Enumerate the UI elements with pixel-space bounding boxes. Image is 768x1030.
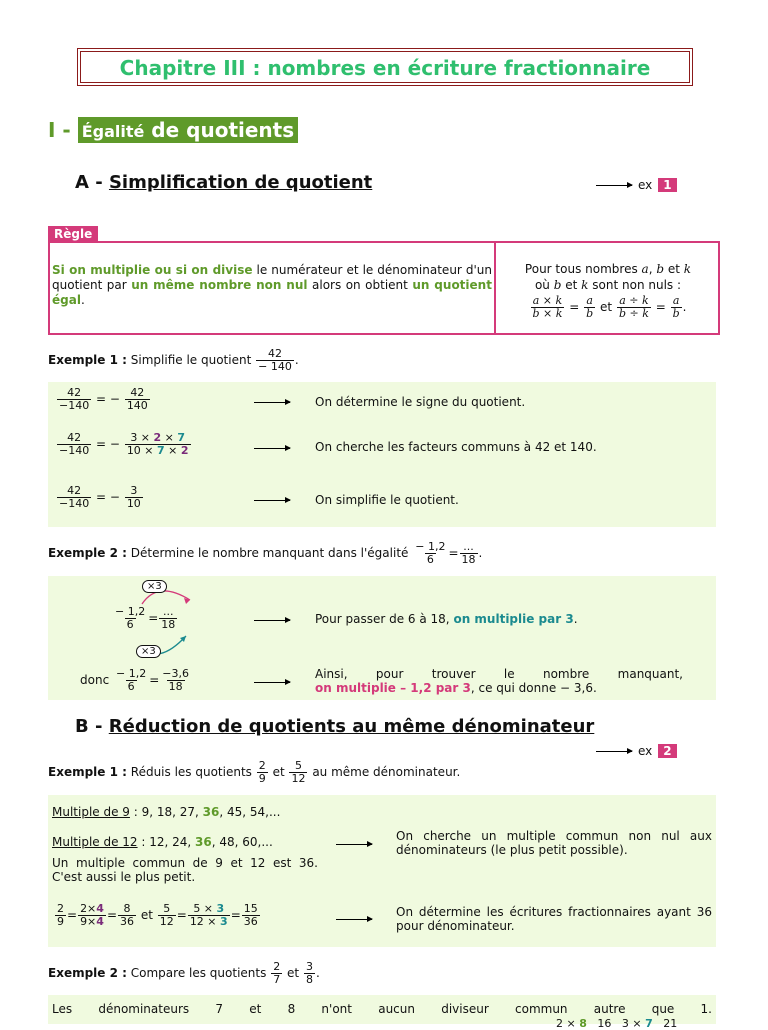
chapter-title-box <box>77 48 693 86</box>
example-2-desc-2: Ainsi, pour trouver le nombre manquant, on multiplie – 1,2 par 3, ce qui donne − 3,6. <box>315 667 683 695</box>
example-2-equation: $\frac{- 1,2}{6}$ = $\frac{...}{18}$ <box>115 605 176 631</box>
multiples-of-12: Multiple de 12 : 12, 24, 36, 48, 60,... <box>52 835 273 849</box>
rule-tag: Règle <box>48 226 98 242</box>
arrow-icon <box>336 919 372 920</box>
exercise-link-2[interactable]: ex 2 <box>596 744 677 758</box>
exercise-link-1[interactable]: ex 1 <box>596 178 677 192</box>
example-2-desc-1: Pour passer de 6 à 18, on multiplie par 3. <box>315 612 578 626</box>
exercise-number: 2 <box>658 744 676 758</box>
example-1-desc-2: On cherche les facteurs communs à 42 et 140. <box>315 440 597 454</box>
example-b1-desc-1: On cherche un multiple commun non nul aux dénominateurs (le plus petit possible). <box>396 829 712 857</box>
exercise-number: 1 <box>658 178 676 192</box>
example-2-statement: Exemple 2 : Détermine le nombre manquant dans l'égalité $\frac{- 1,2}{6}$ = $\frac{...}{18}$ . <box>48 540 483 566</box>
example-2-panel <box>48 576 716 700</box>
rule-formula: Pour tous nombres a, b et k où b et k sont non nuls : $\frac{a \times k}{b \times k}$ = $\frac{a}{b}$ et $\frac{a \div k}{b \div k}$ = $\frac{a}{b}$ . <box>524 262 692 320</box>
arrow-icon <box>254 448 290 449</box>
rule-divider <box>494 243 496 333</box>
subsection-b-heading: B - Réduction de quotients au même dénominateur <box>75 716 595 737</box>
arrow-icon <box>254 500 290 501</box>
multiply-badge-top: ×3 <box>142 580 167 593</box>
example-b1-equation: $\frac{2}{9}$ = $\frac{2\times 4}{9\times 4}$ = $\frac{8}{36}$ et $\frac{5}{12}$ = $\frac{5 \times 3}{12 \times 3}$ = $\frac{15}{36}$ <box>57 902 258 928</box>
subsection-a-heading: A - Simplification de quotient <box>75 172 373 193</box>
example-b2-panel <box>48 995 716 1030</box>
arrow-icon <box>596 185 632 186</box>
example-1-row-3: $\frac{42}{-140}$ = − $\frac{3}{10}$ <box>59 484 141 510</box>
multiply-badge-bottom: ×3 <box>136 645 161 658</box>
arrow-icon <box>596 751 632 752</box>
example-b2-statement: Exemple 2 : Compare les quotients $\frac{2}{7}$ et $\frac{3}{8}$ . <box>48 960 320 986</box>
arrow-icon <box>254 402 290 403</box>
example-b2-line-1: Les dénominateurs 7 et 8 n'ont aucun diviseur commun autre que 1. <box>52 1002 712 1016</box>
example-1-row-1: $\frac{42}{-140}$ = − $\frac{42}{140}$ <box>59 386 148 412</box>
example-1-panel <box>48 382 716 527</box>
arrow-icon <box>254 620 290 621</box>
section-1-heading <box>48 118 298 142</box>
example-b1-statement: Exemple 1 : Réduis les quotients $\frac{2}{9}$ et $\frac{5}{12}$ au même dénominateur. <box>48 759 461 785</box>
example-1-desc-1: On détermine le signe du quotient. <box>315 395 526 409</box>
multiples-of-9: Multiple de 9 : 9, 18, 27, 36, 45, 54,... <box>52 805 281 819</box>
example-1-statement: Exemple 1 : Simplifie le quotient $\frac{42}{- 140}$ . <box>48 347 299 373</box>
example-1-row-2: $\frac{42}{-140}$ = − $\frac{3 \times 2 \times 7}{10 \times 7 \times 2}$ <box>59 431 189 457</box>
section-1-title: Égalité de quotients <box>78 117 298 143</box>
example-b2-tail: 2 × 8 16 3 × 7 21 <box>556 1017 678 1030</box>
subsection-a-title: Simplification de quotient <box>108 172 373 193</box>
common-multiple-text: Un multiple commun de 9 et 12 est 36. C'est aussi le plus petit. <box>52 856 318 884</box>
chapter-title: Chapitre III : nombres en écriture fractionnaire <box>119 56 651 80</box>
subsection-b-title: Réduction de quotients au même dénominateur <box>108 716 595 737</box>
example-1-desc-3: On simplifie le quotient. <box>315 493 459 507</box>
rule-box <box>48 241 720 335</box>
arrow-icon <box>336 844 372 845</box>
rule-statement: Si on multiplie ou si on divise le numérateur et le dénominateur d'un quotient par un même nombre non nul alors on obtient un quotient égal. <box>52 263 492 307</box>
example-b1-panel <box>48 795 716 947</box>
arrow-icon <box>254 682 290 683</box>
section-1-number: I - <box>48 118 71 142</box>
example-2-result: donc $\frac{- 1,2}{6}$ = $\frac{-3,6}{18}$ <box>80 667 189 693</box>
example-b1-desc-2: On détermine les écritures fractionnaires ayant 36 pour dénominateur. <box>396 905 712 933</box>
